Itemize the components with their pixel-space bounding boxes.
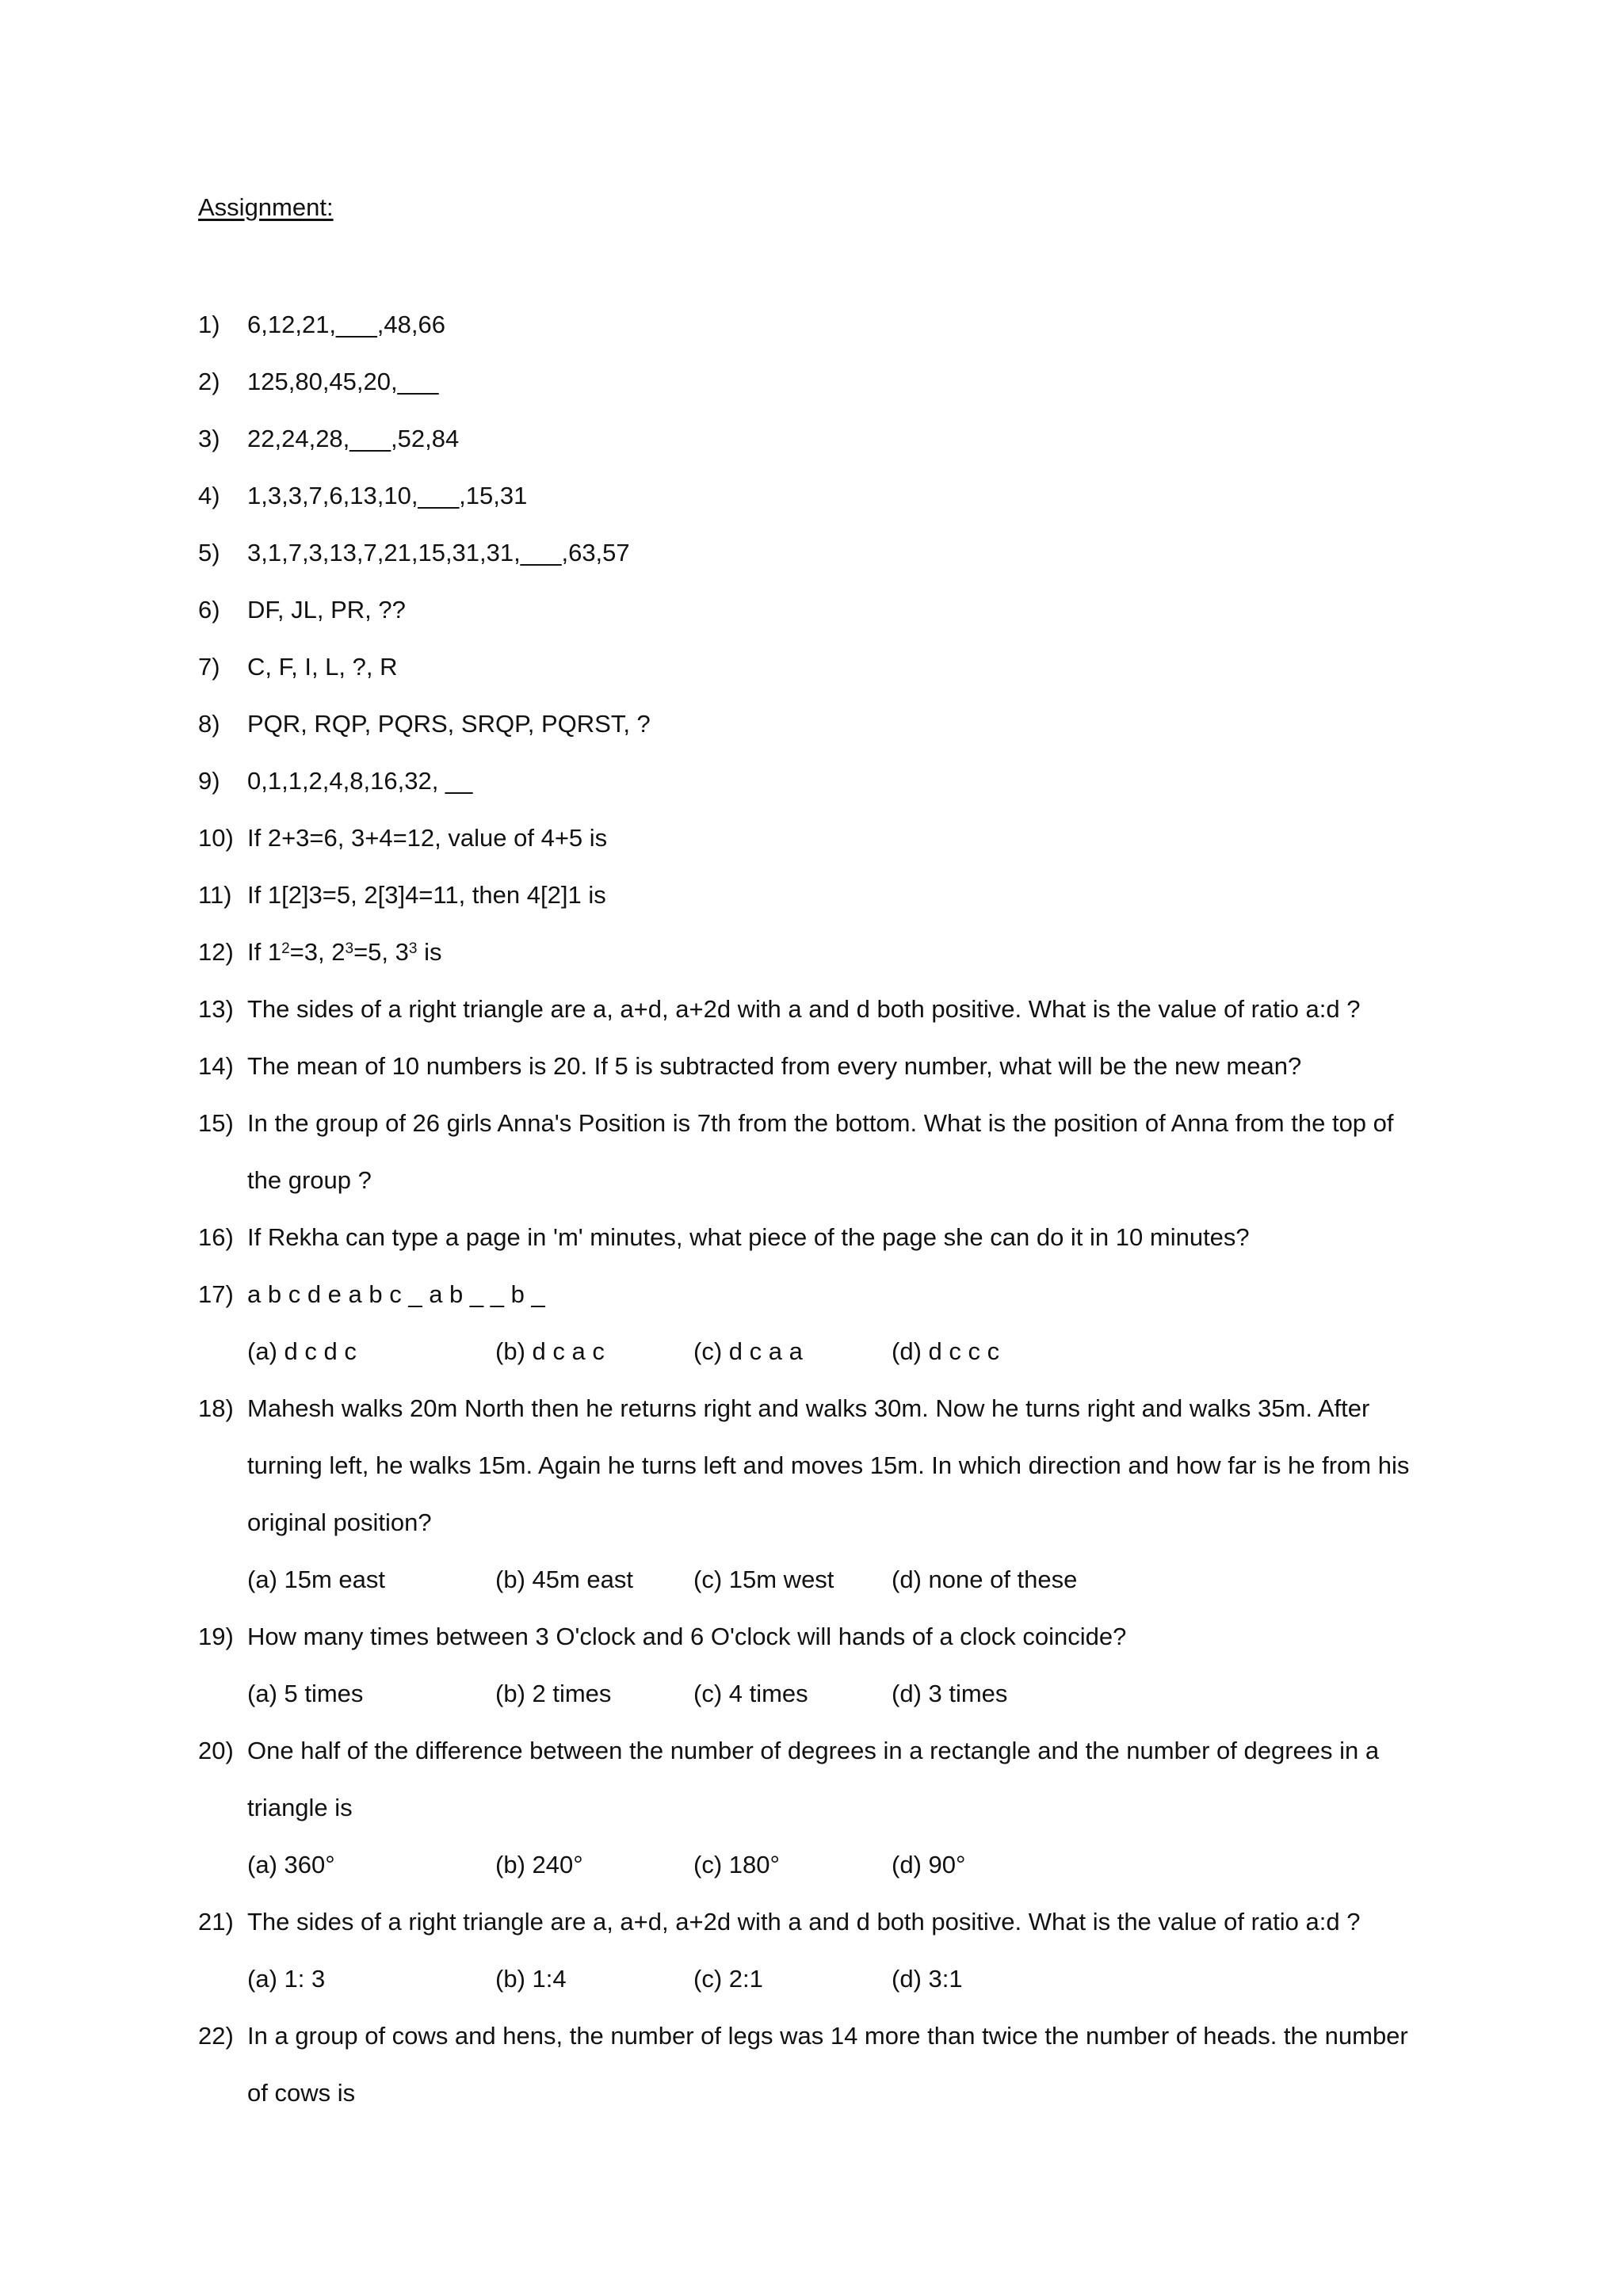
option-a: (a) 1: 3 [247,1965,326,1993]
question-text: In the group of 26 girls Anna's Position is 7th from the bottom. What is the position of Anna from the top of [247,1109,1394,1137]
option-b: (b) 240° [495,1851,583,1878]
question-number: 7) [198,653,220,681]
question-number: 1) [198,311,220,338]
question-4 [0,480,1623,537]
question-text: 1,3,3,7,6,13,10,___,15,31 [247,482,528,509]
option-c: (c) 4 times [693,1680,808,1707]
question-22 [0,2020,1623,2077]
question-12 [0,936,1623,994]
question-11 [0,879,1623,936]
question-20-continued [0,1792,1623,1849]
question-6 [0,594,1623,651]
question-number: 20) [198,1737,234,1764]
question-text: 3,1,7,3,13,7,21,15,31,31,___,63,57 [247,539,630,566]
question-number: 2) [198,368,220,395]
question-number: 6) [198,596,220,624]
option-b: (b) 45m east [495,1566,634,1593]
question-20-options [0,1849,1623,1906]
question-number: 15) [198,1109,234,1137]
question-2 [0,366,1623,423]
question-17-options [0,1336,1623,1393]
option-d: (d) d c c c [892,1337,1000,1365]
question-text-continued: of cows is [247,2079,356,2107]
option-b: (b) d c a c [495,1337,605,1365]
question-15-continued [0,1165,1623,1222]
question-number: 14) [198,1052,234,1080]
question-5 [0,537,1623,594]
question-15 [0,1108,1623,1165]
option-a: (a) 15m east [247,1566,386,1593]
question-text: 22,24,28,___,52,84 [247,425,460,452]
option-b: (b) 1:4 [495,1965,567,1993]
question-text: If 1[2]3=5, 2[3]4=11, then 4[2]1 is [247,881,606,909]
question-text: DF, JL, PR, ?? [247,596,406,624]
option-d: (d) none of these [892,1566,1078,1593]
question-text: One half of the difference between the number of degrees in a rectangle and the number of degrees in a [247,1737,1380,1764]
question-text: The mean of 10 numbers is 20. If 5 is subtracted from every number, what will be the new mean? [247,1052,1302,1080]
question-text-continued: original position? [247,1508,432,1536]
question-text-continued: triangle is [247,1794,353,1821]
question-text: If Rekha can type a page in 'm' minutes, what piece of the page she can do it in 10 minutes? [247,1223,1250,1251]
question-text: PQR, RQP, PQRS, SRQP, PQRST, ? [247,710,651,738]
question-1 [0,309,1623,366]
exponent: 3 [408,940,418,957]
question-7 [0,651,1623,708]
question-text: If $1^2=3$, $2^3=5$, $3^3$ is [247,938,442,966]
question-number: 12) [198,938,234,966]
question-text-continued: turning left, he walks 15m. Again he turns left and moves 15m. In which direction and how far is he from his [247,1451,1410,1479]
question-text: 125,80,45,20,___ [247,368,439,395]
question-number: 8) [198,710,220,738]
question-14 [0,1051,1623,1108]
exponent: 3 [345,940,354,957]
question-number: 5) [198,539,220,566]
question-10 [0,822,1623,879]
question-number: 21) [198,1908,234,1936]
question-13 [0,994,1623,1051]
question-18-continued [0,1450,1623,1507]
question-number: 13) [198,995,234,1023]
question-number: 17) [198,1280,234,1308]
question-number: 22) [198,2022,234,2050]
question-text: Mahesh walks 20m North then he returns right and walks 30m. Now he turns right and walks 35m. After [247,1394,1370,1422]
question-text: a b c d e a b c _ a b _ _ b _ [247,1280,545,1308]
question-number: 9) [198,767,220,795]
question-19-options [0,1678,1623,1735]
question-number: 4) [198,482,220,509]
question-text: In a group of cows and hens, the number of legs was 14 more than twice the number of heads. the number [247,2022,1408,2050]
question-text: If 2+3=6, 3+4=12, value of 4+5 is [247,824,608,852]
option-d: (d) 3:1 [892,1965,963,1993]
question-text-continued: the group ? [247,1166,372,1194]
question-number: 18) [198,1394,234,1422]
question-number: 16) [198,1223,234,1251]
option-a: (a) 5 times [247,1680,364,1707]
question-text: The sides of a right triangle are a, a+d, a+2d with a and d both positive. What is the value of ratio a:d ? [247,1908,1361,1936]
question-3 [0,423,1623,480]
question-20 [0,1735,1623,1792]
question-8 [0,708,1623,765]
option-c: (c) 15m west [693,1566,834,1593]
question-18 [0,1393,1623,1450]
question-21-options [0,1963,1623,2020]
question-22-continued [0,2077,1623,2134]
option-c: (c) 180° [693,1851,780,1878]
question-16 [0,1222,1623,1279]
option-c: (c) d c a a [693,1337,803,1365]
option-d: (d) 3 times [892,1680,1008,1707]
option-d: (d) 90° [892,1851,966,1878]
question-number: 19) [198,1623,234,1650]
question-21 [0,1906,1623,1963]
question-text: 6,12,21,___,48,66 [247,311,445,338]
option-a: (a) 360° [247,1851,335,1878]
question-number: 3) [198,425,220,452]
question-text: The sides of a right triangle are a, a+d, a+2d with a and d both positive. What is the value of ratio a:d ? [247,995,1361,1023]
question-9 [0,765,1623,822]
question-17 [0,1279,1623,1336]
question-text: 0,1,1,2,4,8,16,32, __ [247,767,473,795]
question-text: How many times between 3 O'clock and 6 O'clock will hands of a clock coincide? [247,1623,1127,1650]
option-c: (c) 2:1 [693,1965,763,1993]
assignment-title: Assignment: [198,193,334,221]
question-19 [0,1621,1623,1678]
question-number: 11) [198,881,232,909]
question-18-continued-2 [0,1507,1623,1564]
question-text: C, F, I, L, ?, R [247,653,398,681]
option-a: (a) d c d c [247,1337,357,1365]
question-18-options [0,1564,1623,1621]
question-number: 10) [198,824,234,852]
exponent: 2 [281,940,290,957]
option-b: (b) 2 times [495,1680,612,1707]
